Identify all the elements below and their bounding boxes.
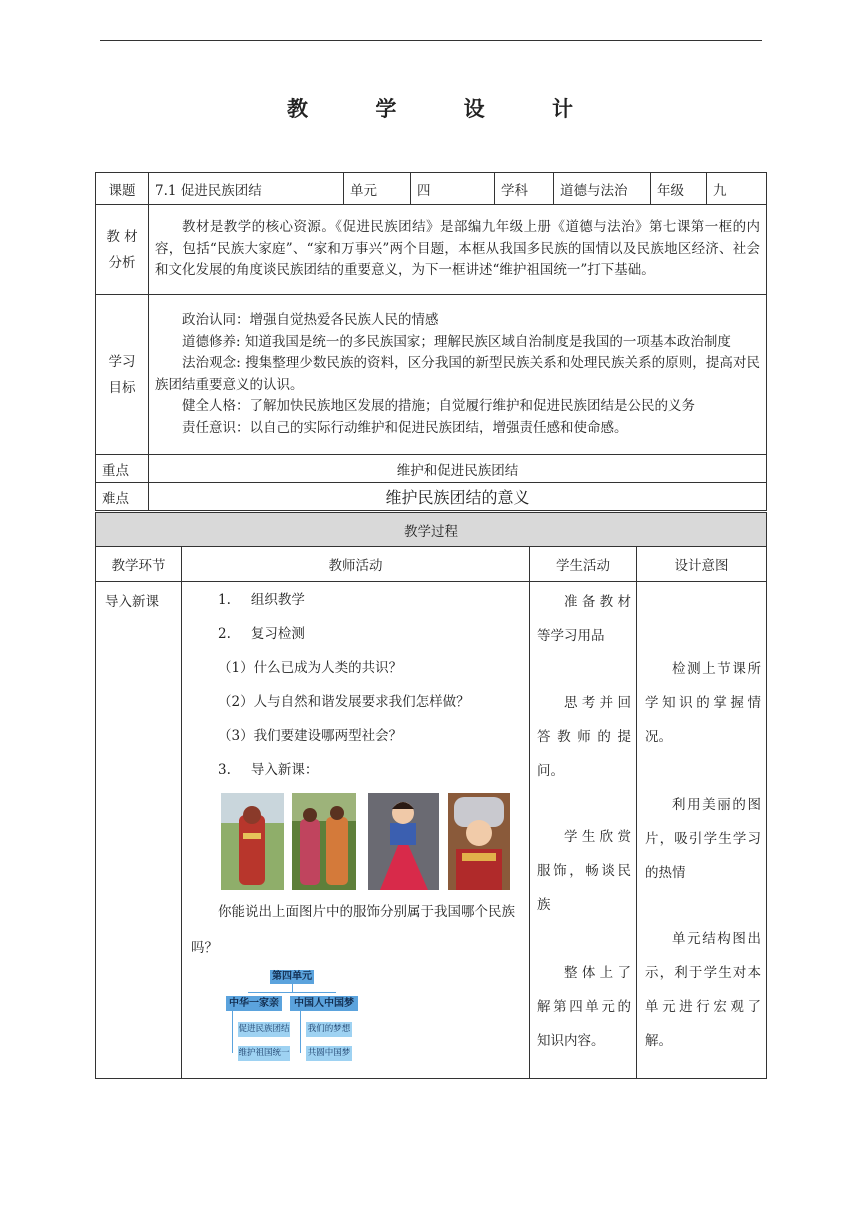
step-2: 2. 复习检测 (218, 626, 305, 642)
analysis-text: 教材是教学的核心资源。《促进民族团结》是部编九年级上册《道德与法治》第七课第一框的内容，包括“民族大家庭”、“家和万事兴”两个目题，本框从我国多民族的国情以及民族地区经济、社会和文化发展的角度谈民族团结的重要意义，为下一框讲述“维护祖国统一”打下基础。 (155, 219, 760, 279)
step-1: 1. 组织教学 (218, 592, 305, 608)
diagram-right-item: 我们的梦想 (306, 1022, 352, 1037)
lesson-label: 课题 (96, 173, 149, 205)
stage-label: 导入新课 (105, 594, 159, 610)
student-activity-1: 准备教材等学习用品 (537, 594, 631, 644)
diagram-root: 第四单元 (272, 971, 312, 982)
diagram-left-item: 促进民族团结 (238, 1022, 290, 1037)
diagram-right-item: 共圆中国梦 (306, 1046, 352, 1061)
diagram-right: 中国人中国梦 (290, 996, 358, 1011)
costume-photo-4 (448, 793, 510, 890)
question-1: （1）什么已成为人类的共识？ (218, 660, 403, 676)
grade-label: 年级 (651, 173, 707, 205)
goal-item: 政治认同：增强自觉热爱各民族人民的情感 (182, 312, 439, 328)
diagram-left: 中华一家亲 (226, 996, 282, 1011)
difficulty-label: 难点 (96, 483, 149, 511)
goal-item: 法治观念: 搜集整理少数民族的资料，区分我国的新型民族关系和处理民族关系的原则，提高对民族团结重要意义的认识。 (155, 355, 760, 393)
goal-item: 责任意识：以自己的实际行动维护和促进民族团结，增强责任感和使命感。 (182, 419, 628, 436)
diagram-left-item: 维护祖国统一 (238, 1046, 290, 1061)
question-2: （2）人与自然和谐发展要求我们怎样做？ (218, 694, 470, 710)
teacher-cell (182, 582, 530, 1079)
goal-item: 道德修养: 知道我国是统一的多民族国家；理解民族区域自治制度是我国的一项基本政治制度 (182, 333, 731, 350)
costume-question: 你能说出上面图片中的服饰分别属于我国哪个民族吗？ (191, 904, 515, 956)
col-intent: 设计意图 (637, 547, 767, 582)
info-table (95, 172, 767, 511)
goals-label: 学习 目标 (96, 295, 149, 455)
unit-value: 四 (411, 173, 495, 205)
costume-photo-3 (368, 793, 439, 890)
intent-cell (637, 582, 767, 1079)
key-point-label: 重点 (96, 455, 149, 483)
process-table (95, 512, 767, 1079)
student-activity-3: 学生欣赏服饰，畅谈民族 (537, 829, 631, 913)
subject-value: 道德与法治 (554, 173, 651, 205)
stage-cell (96, 582, 182, 1079)
analysis-cell (149, 205, 767, 295)
goals-cell (149, 295, 767, 455)
costume-photo-2 (292, 793, 356, 890)
intent-3: 单元结构图出示，利于学生对本单元进行宏观了解。 (645, 931, 761, 1049)
col-stage: 教学环节 (96, 547, 182, 582)
difficulty-value: 维护民族团结的意义 (149, 483, 767, 511)
col-teacher: 教师活动 (182, 547, 530, 582)
intent-1: 检测上节课所学知识的掌握情况。 (645, 661, 761, 745)
question-3: （3）我们要建设哪两型社会？ (218, 728, 403, 744)
goal-item: 健全人格：了解加快民族地区发展的措施；自觉履行维护和促进民族团结是公民的义务 (182, 398, 695, 414)
grade-value: 九 (707, 173, 767, 205)
lesson-value: 7.1 促进民族团结 (149, 173, 344, 205)
unit-label: 单元 (344, 173, 411, 205)
analysis-label: 教 材 分析 (96, 205, 149, 295)
step-3: 3. 导入新课： (218, 762, 319, 778)
student-cell (530, 582, 637, 1079)
intent-2: 利用美丽的图片，吸引学生学习的热情 (645, 797, 761, 881)
key-point-value: 维护和促进民族团结 (149, 455, 767, 483)
process-header: 教学过程 (96, 513, 767, 547)
subject-label: 学科 (495, 173, 554, 205)
col-student: 学生活动 (530, 547, 637, 582)
header-rule (100, 40, 762, 41)
unit-structure-diagram (222, 966, 362, 1076)
page-title: 教 学 设 计 (287, 97, 603, 121)
student-activity-4: 整体上了解第四单元的知识内容。 (537, 965, 631, 1049)
costume-photo-1 (221, 793, 284, 890)
student-activity-2: 思考并回答教师的提问。 (537, 695, 631, 779)
